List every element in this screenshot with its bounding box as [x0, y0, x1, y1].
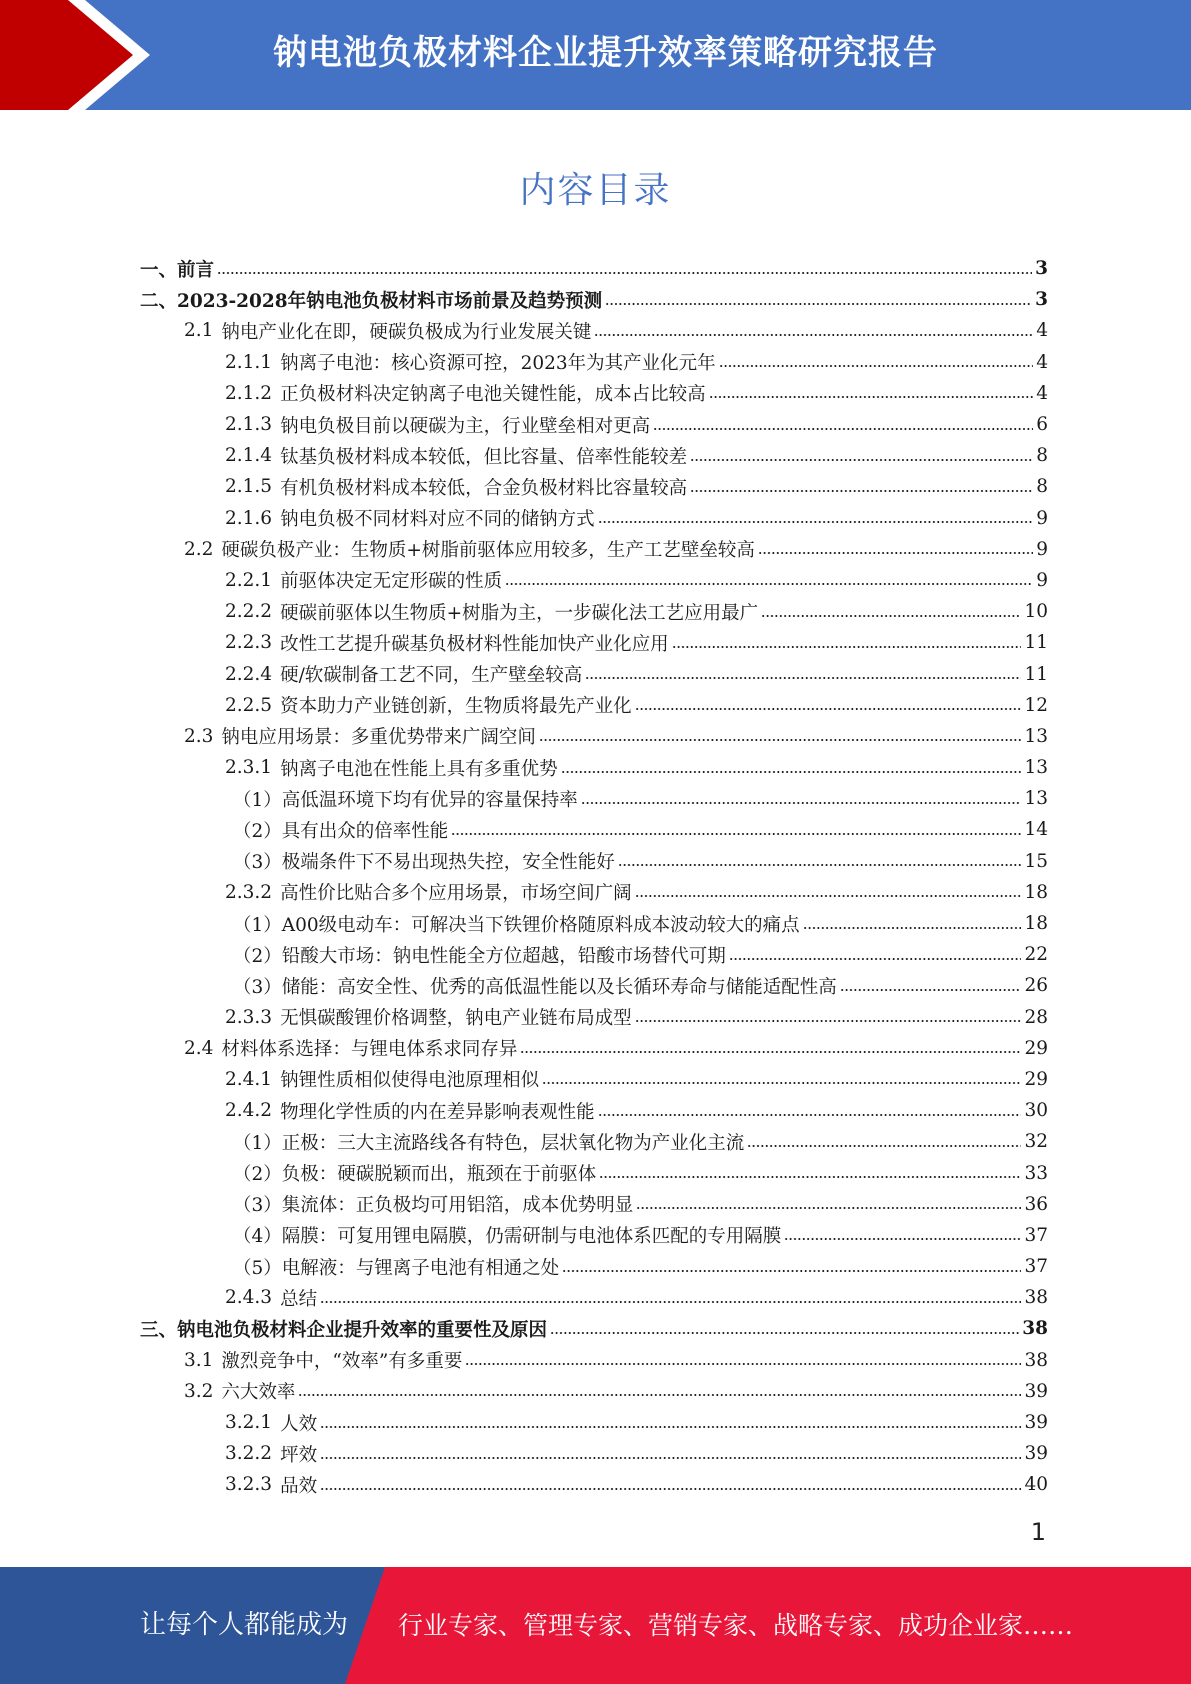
toc-entry[interactable]	[140, 1376, 1048, 1407]
toc-entry-page: 26	[1024, 975, 1048, 997]
toc-entry[interactable]	[140, 1345, 1048, 1376]
toc-entry-label: 高性价比贴合多个应用场景，市场空间广阔	[280, 883, 632, 905]
toc-dot-leader	[605, 303, 1032, 305]
toc-entry-page: 37	[1024, 1224, 1048, 1246]
toc-dot-leader	[320, 1488, 1021, 1490]
toc-entry-label: 正负极材料决定钠离子电池关键性能，成本占比较高	[280, 384, 706, 406]
toc-entry-page: 38	[1024, 1287, 1048, 1309]
toc-dot-leader	[505, 583, 1033, 585]
toc-heading: 内容目录	[519, 170, 672, 211]
toc-entry[interactable]	[140, 1002, 1048, 1033]
toc-entry[interactable]	[140, 565, 1048, 596]
toc-entry-label: 一、前言	[140, 259, 215, 281]
toc-entry-page: 8	[1036, 476, 1048, 498]
toc-entry[interactable]	[140, 1438, 1048, 1469]
toc-entry-page: 13	[1024, 757, 1048, 779]
toc-entry-page: 36	[1024, 1193, 1048, 1215]
toc-entry[interactable]	[140, 1033, 1048, 1064]
toc-entry-label: （1）A00级电动车：可解决当下铁锂价格随原料成本波动较大的痛点	[233, 914, 800, 936]
toc-entry-label: 激烈竞争中，“效率”有多重要	[221, 1351, 463, 1373]
toc-dot-leader	[298, 1394, 1021, 1396]
toc-dot-leader	[672, 646, 1022, 648]
toc-dot-leader	[618, 864, 1022, 866]
header-band	[0, 0, 1191, 110]
toc-entry[interactable]	[140, 1251, 1048, 1282]
toc-dot-leader	[635, 895, 1022, 897]
toc-entry-number: 2.3	[184, 725, 214, 747]
toc-entry-number: 2.2.2	[225, 601, 273, 623]
toc-dot-leader	[320, 1457, 1021, 1459]
toc-entry-page: 15	[1024, 850, 1048, 872]
toc-dot-leader	[539, 739, 1022, 741]
toc-entry[interactable]	[140, 721, 1048, 752]
toc-entry[interactable]	[140, 1220, 1048, 1251]
toc-entry[interactable]	[140, 284, 1048, 315]
toc-entry-number: 2.4.1	[225, 1068, 273, 1090]
toc-entry[interactable]	[140, 471, 1048, 502]
toc-entry[interactable]	[140, 908, 1048, 939]
toc-entry-page: 3	[1035, 289, 1048, 311]
toc-entry-page: 14	[1024, 819, 1048, 841]
toc-entry-number: 3.2.3	[225, 1474, 273, 1496]
toc-entry[interactable]	[140, 658, 1048, 689]
toc-dot-leader	[562, 1270, 1021, 1272]
toc-entry-page: 9	[1036, 538, 1048, 560]
toc-entry-page: 10	[1024, 601, 1048, 623]
toc-dot-leader	[465, 1363, 1021, 1365]
toc-entry-page: 8	[1036, 445, 1048, 467]
toc-entry-number: 2.1	[184, 320, 214, 342]
toc-entry-label: 前驱体决定无定形碳的性质	[280, 571, 503, 593]
toc-dot-leader	[599, 1176, 1021, 1178]
toc-entry-label: 钠电产业化在即，硬碳负极成为行业发展关键	[221, 321, 592, 343]
toc-entry-label: 无惧碳酸锂价格调整，钠电产业链布局成型	[280, 1008, 632, 1030]
page-number: 1	[1030, 1518, 1046, 1546]
toc-entry-page: 9	[1036, 569, 1048, 591]
toc-entry-label: （2）铅酸大市场：钠电性能全方位超越，铅酸市场替代可期	[233, 945, 726, 967]
toc-entry-number: 2.2.1	[225, 569, 273, 591]
toc-entry-label: 钛基负极材料成本较低，但比容量、倍率性能较差	[280, 446, 688, 468]
toc-entry[interactable]	[140, 1313, 1048, 1344]
toc-entry-page: 4	[1036, 351, 1048, 373]
footer-band	[0, 1567, 1191, 1684]
toc-entry-page: 30	[1024, 1100, 1048, 1122]
toc-entry-label: 材料体系选择：与锂电体系求同存异	[221, 1039, 518, 1061]
toc-entry-label: 改性工艺提升碳基负极材料性能加快产业化应用	[280, 633, 669, 655]
toc-dot-leader	[598, 521, 1034, 523]
toc-entry-page: 38	[1024, 1349, 1048, 1371]
toc-entry-label: 人效	[280, 1413, 318, 1435]
toc-entry-page: 32	[1024, 1131, 1048, 1153]
toc-entry-label: 钠离子电池：核心资源可控，2023年为其产业化元年	[280, 353, 716, 375]
toc-entry-page: 29	[1024, 1068, 1048, 1090]
toc-entry[interactable]	[140, 1469, 1048, 1500]
toc-dot-leader	[520, 1051, 1021, 1053]
toc-entry[interactable]	[140, 378, 1048, 409]
toc-entry-number: 2.4.3	[225, 1287, 273, 1309]
toc-entry[interactable]	[140, 690, 1048, 721]
toc-entry-page: 12	[1024, 694, 1048, 716]
toc-entry[interactable]	[140, 970, 1048, 1001]
toc-entry[interactable]	[140, 315, 1048, 346]
toc-entry-page: 29	[1024, 1037, 1048, 1059]
toc-dot-leader	[217, 272, 1032, 274]
toc-entry-number: 2.1.5	[225, 476, 273, 498]
toc-entry-label: 硬碳前驱体以生物质+树脂为主，一步碳化法工艺应用最广	[280, 602, 759, 624]
toc-entry-page: 11	[1024, 632, 1048, 654]
toc-entry[interactable]	[140, 1064, 1048, 1095]
toc-entry-page: 6	[1036, 414, 1048, 436]
toc-entry-label: （3）集流体：正负极均可用铝箔，成本优势明显	[233, 1195, 634, 1217]
toc-dot-leader	[598, 1114, 1022, 1116]
toc-dot-leader	[636, 1207, 1021, 1209]
toc-entry-label: 钠离子电池在性能上具有多重优势	[280, 758, 558, 780]
toc-entry-label: （3）储能：高安全性、优秀的高低温性能以及长循环寿命与储能适配性高	[233, 976, 837, 998]
toc-entry[interactable]	[140, 752, 1048, 783]
toc-entry-number: 3.2	[184, 1380, 214, 1402]
toc-entry-label: （2）具有出众的倍率性能	[233, 820, 449, 842]
toc-dot-leader	[840, 989, 1022, 991]
toc-entry-label: 坪效	[280, 1444, 318, 1466]
toc-dot-leader	[320, 1426, 1021, 1428]
toc-entry-label: 物理化学性质的内在差异影响表观性能	[280, 1101, 595, 1123]
toc-entry-number: 2.3.2	[225, 881, 273, 903]
toc-entry-number: 2.1.3	[225, 414, 273, 436]
toc-entry-page: 37	[1024, 1256, 1048, 1278]
toc-entry-label: 品效	[280, 1475, 318, 1497]
toc-dot-leader	[594, 334, 1033, 336]
toc-entry[interactable]	[140, 596, 1048, 627]
toc-entry[interactable]	[140, 1407, 1048, 1438]
toc-entry[interactable]	[140, 253, 1048, 284]
toc-entry-page: 38	[1022, 1318, 1048, 1340]
toc-entry-label: （4）隔膜：可复用锂电隔膜，仍需研制与电池体系匹配的专用隔膜	[233, 1226, 782, 1248]
toc-entry[interactable]	[140, 939, 1048, 970]
footer-roles: 行业专家、管理专家、营销专家、战略专家、成功企业家……	[398, 1611, 1074, 1640]
toc-entry[interactable]	[140, 627, 1048, 658]
toc-entry-label: （1）高低温环境下均有优异的容量保持率	[233, 789, 578, 811]
toc-dot-leader	[729, 958, 1022, 960]
toc-entry-label: （5）电解液：与锂离子电池有相通之处	[233, 1257, 560, 1279]
toc-entry-page: 33	[1024, 1162, 1048, 1184]
toc-entry[interactable]	[140, 503, 1048, 534]
toc-entry[interactable]	[140, 877, 1048, 908]
toc-entry-number: 2.4	[184, 1037, 214, 1059]
toc-dot-leader	[758, 552, 1033, 554]
toc-entry-number: 2.4.2	[225, 1100, 273, 1122]
toc-entry[interactable]	[140, 1282, 1048, 1313]
toc-dot-leader	[320, 1301, 1021, 1303]
toc-entry-number: 2.3.1	[225, 757, 273, 779]
toc-entry[interactable]	[140, 1189, 1048, 1220]
toc-entry[interactable]	[140, 1157, 1048, 1188]
toc-entry-label: （1）正极：三大主流路线各有特色，层状氧化物为产业化主流	[233, 1132, 745, 1154]
toc-entry[interactable]	[140, 534, 1048, 565]
toc-dot-leader	[719, 365, 1034, 367]
toc-entry-page: 13	[1024, 725, 1048, 747]
toc-dot-leader	[550, 1332, 1019, 1334]
toc-entry-page: 11	[1024, 663, 1048, 685]
toc-entry-label: 有机负极材料成本较低，合金负极材料比容量较高	[280, 477, 688, 499]
toc-entry[interactable]	[140, 814, 1048, 845]
toc-entry[interactable]	[140, 440, 1048, 471]
toc-entry-label: 六大效率	[221, 1382, 296, 1404]
toc-entry-number: 2.3.3	[225, 1006, 273, 1028]
toc-entry-label: 总结	[280, 1288, 318, 1310]
toc-entry-page: 39	[1024, 1443, 1048, 1465]
toc-entry-page: 4	[1036, 320, 1048, 342]
toc-entry-number: 2.1.6	[225, 507, 273, 529]
toc-dot-leader	[653, 428, 1033, 430]
toc-entry-label: 硬碳负极产业：生物质+树脂前驱体应用较多，生产工艺壁垒较高	[221, 540, 755, 562]
toc-entry-label: 钠锂性质相似使得电池原理相似	[280, 1070, 540, 1092]
toc-entry-label: （2）负极：硬碳脱颖而出，瓶颈在于前驱体	[233, 1164, 597, 1186]
toc-entry-number: 3.2.1	[225, 1412, 273, 1434]
toc-entry-label: 硬/软碳制备工艺不同，生产壁垒较高	[280, 665, 583, 687]
toc-entry-page: 9	[1036, 507, 1048, 529]
toc-entry-number: 2.2.3	[225, 632, 273, 654]
toc-dot-leader	[690, 490, 1033, 492]
toc-entry-number: 2.1.2	[225, 382, 273, 404]
toc-dot-leader	[542, 1082, 1021, 1084]
toc-dot-leader	[784, 1238, 1021, 1240]
toc-entry-label: 二、2023-2028年钠电池负极材料市场前景及趋势预测	[140, 290, 603, 312]
toc-entry-page: 3	[1035, 258, 1048, 280]
toc-entry-page: 39	[1024, 1380, 1048, 1402]
toc-entry-label: 三、钠电池负极材料企业提升效率的重要性及原因	[140, 1319, 548, 1341]
toc-entry-page: 22	[1024, 944, 1048, 966]
toc-entry-page: 40	[1024, 1474, 1048, 1496]
toc-entry-label: （3）极端条件下不易出现热失控，安全性能好	[233, 852, 615, 874]
toc-entry-number: 2.2.4	[225, 663, 273, 685]
toc-dot-leader	[451, 833, 1021, 835]
toc-entry-number: 2.1.4	[225, 445, 273, 467]
toc-entry-label: 钠电应用场景：多重优势带来广阔空间	[221, 727, 536, 749]
toc-entry-label: 资本助力产业链创新，生物质将最先产业化	[280, 696, 632, 718]
toc-entry[interactable]	[140, 1095, 1048, 1126]
toc-entry-label: 钠电负极不同材料对应不同的储钠方式	[280, 509, 595, 531]
toc-entry[interactable]	[140, 1126, 1048, 1157]
toc-entry-number: 2.2.5	[225, 694, 273, 716]
toc-dot-leader	[690, 459, 1033, 461]
toc-dot-leader	[635, 708, 1022, 710]
toc-dot-leader	[747, 1145, 1021, 1147]
toc-dot-leader	[761, 615, 1021, 617]
toc-entry-number: 3.1	[184, 1349, 214, 1371]
toc-entry-number: 2.1.1	[225, 351, 273, 373]
toc-entry-number: 3.2.2	[225, 1443, 273, 1465]
toc-entry[interactable]	[140, 846, 1048, 877]
toc-entry-label: 钠电负极目前以硬碳为主，行业壁垒相对更高	[280, 415, 651, 437]
toc-entry-page: 18	[1024, 913, 1048, 935]
toc-entry-page: 18	[1024, 881, 1048, 903]
toc-dot-leader	[585, 677, 1021, 679]
toc-entry[interactable]	[140, 347, 1048, 378]
toc-entry-page: 4	[1036, 382, 1048, 404]
toc-entry-number: 2.2	[184, 538, 214, 560]
toc-entry[interactable]	[140, 783, 1048, 814]
table-of-contents	[140, 253, 1048, 1501]
toc-dot-leader	[803, 927, 1022, 929]
footer-slogan: 让每个人都能成为	[140, 1610, 349, 1640]
toc-entry-page: 39	[1024, 1412, 1048, 1434]
toc-dot-leader	[561, 771, 1022, 773]
toc-entry-page: 13	[1024, 788, 1048, 810]
toc-entry-page: 28	[1024, 1006, 1048, 1028]
toc-entry[interactable]	[140, 409, 1048, 440]
toc-dot-leader	[581, 802, 1022, 804]
toc-dot-leader	[709, 396, 1034, 398]
report-title: 钠电池负极材料企业提升效率策略研究报告	[273, 33, 938, 73]
toc-dot-leader	[635, 1020, 1022, 1022]
